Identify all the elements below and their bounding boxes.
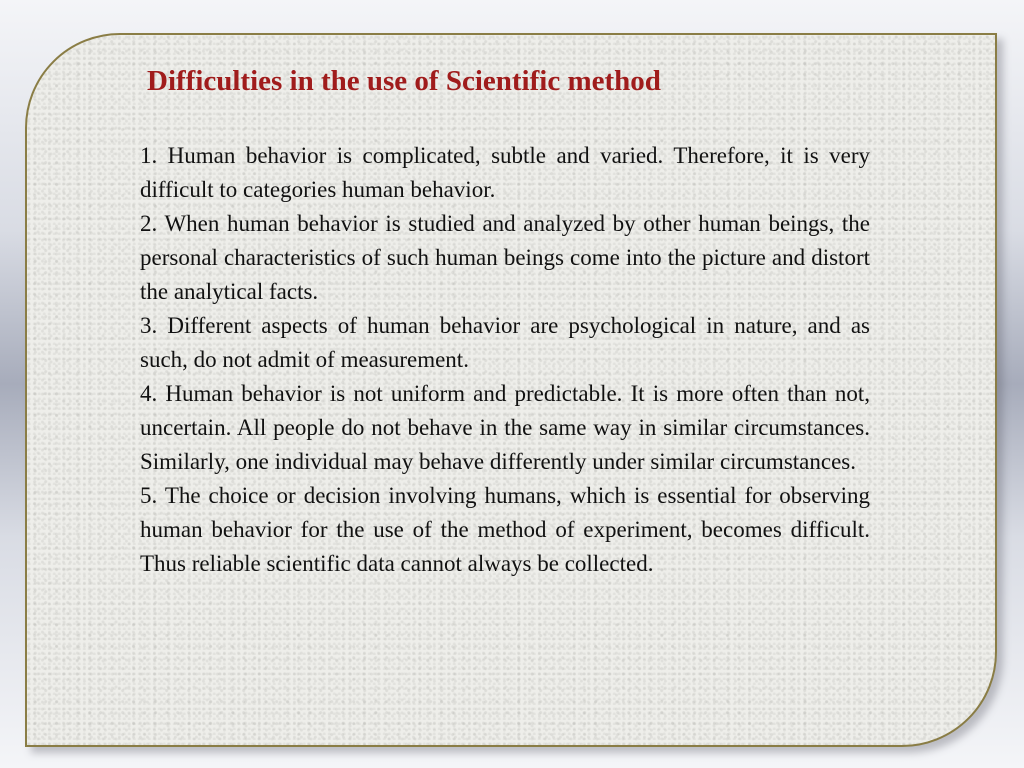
point-item: 2. When human behavior is studied and analyzed by other human beings, the personal characteristics of such human beings come into the picture and distort the analytical facts. (140, 211, 870, 304)
slide-panel (25, 33, 997, 747)
point-item: 4. Human behavior is not uniform and predictable. It is more often than not, uncertain. All people do not behave in the same way in similar circumstances. Similarly, one individual may behave differently under similar circumstances. (140, 381, 870, 474)
point-item: 5. The choice or decision involving humans, which is essential for observing human behavior for the use of the method of experiment, becomes difficult. Thus reliable scientific data cannot always be collected. (140, 483, 870, 576)
point-item: 1. Human behavior is complicated, subtle and varied. Therefore, it is very difficult to categories human behavior. (140, 143, 870, 202)
point-item: 3. Different aspects of human behavior are psychological in nature, and as such, do not admit of measurement. (140, 313, 870, 372)
slide-title: Difficulties in the use of Scientific method (147, 65, 661, 97)
slide-body (140, 139, 870, 581)
